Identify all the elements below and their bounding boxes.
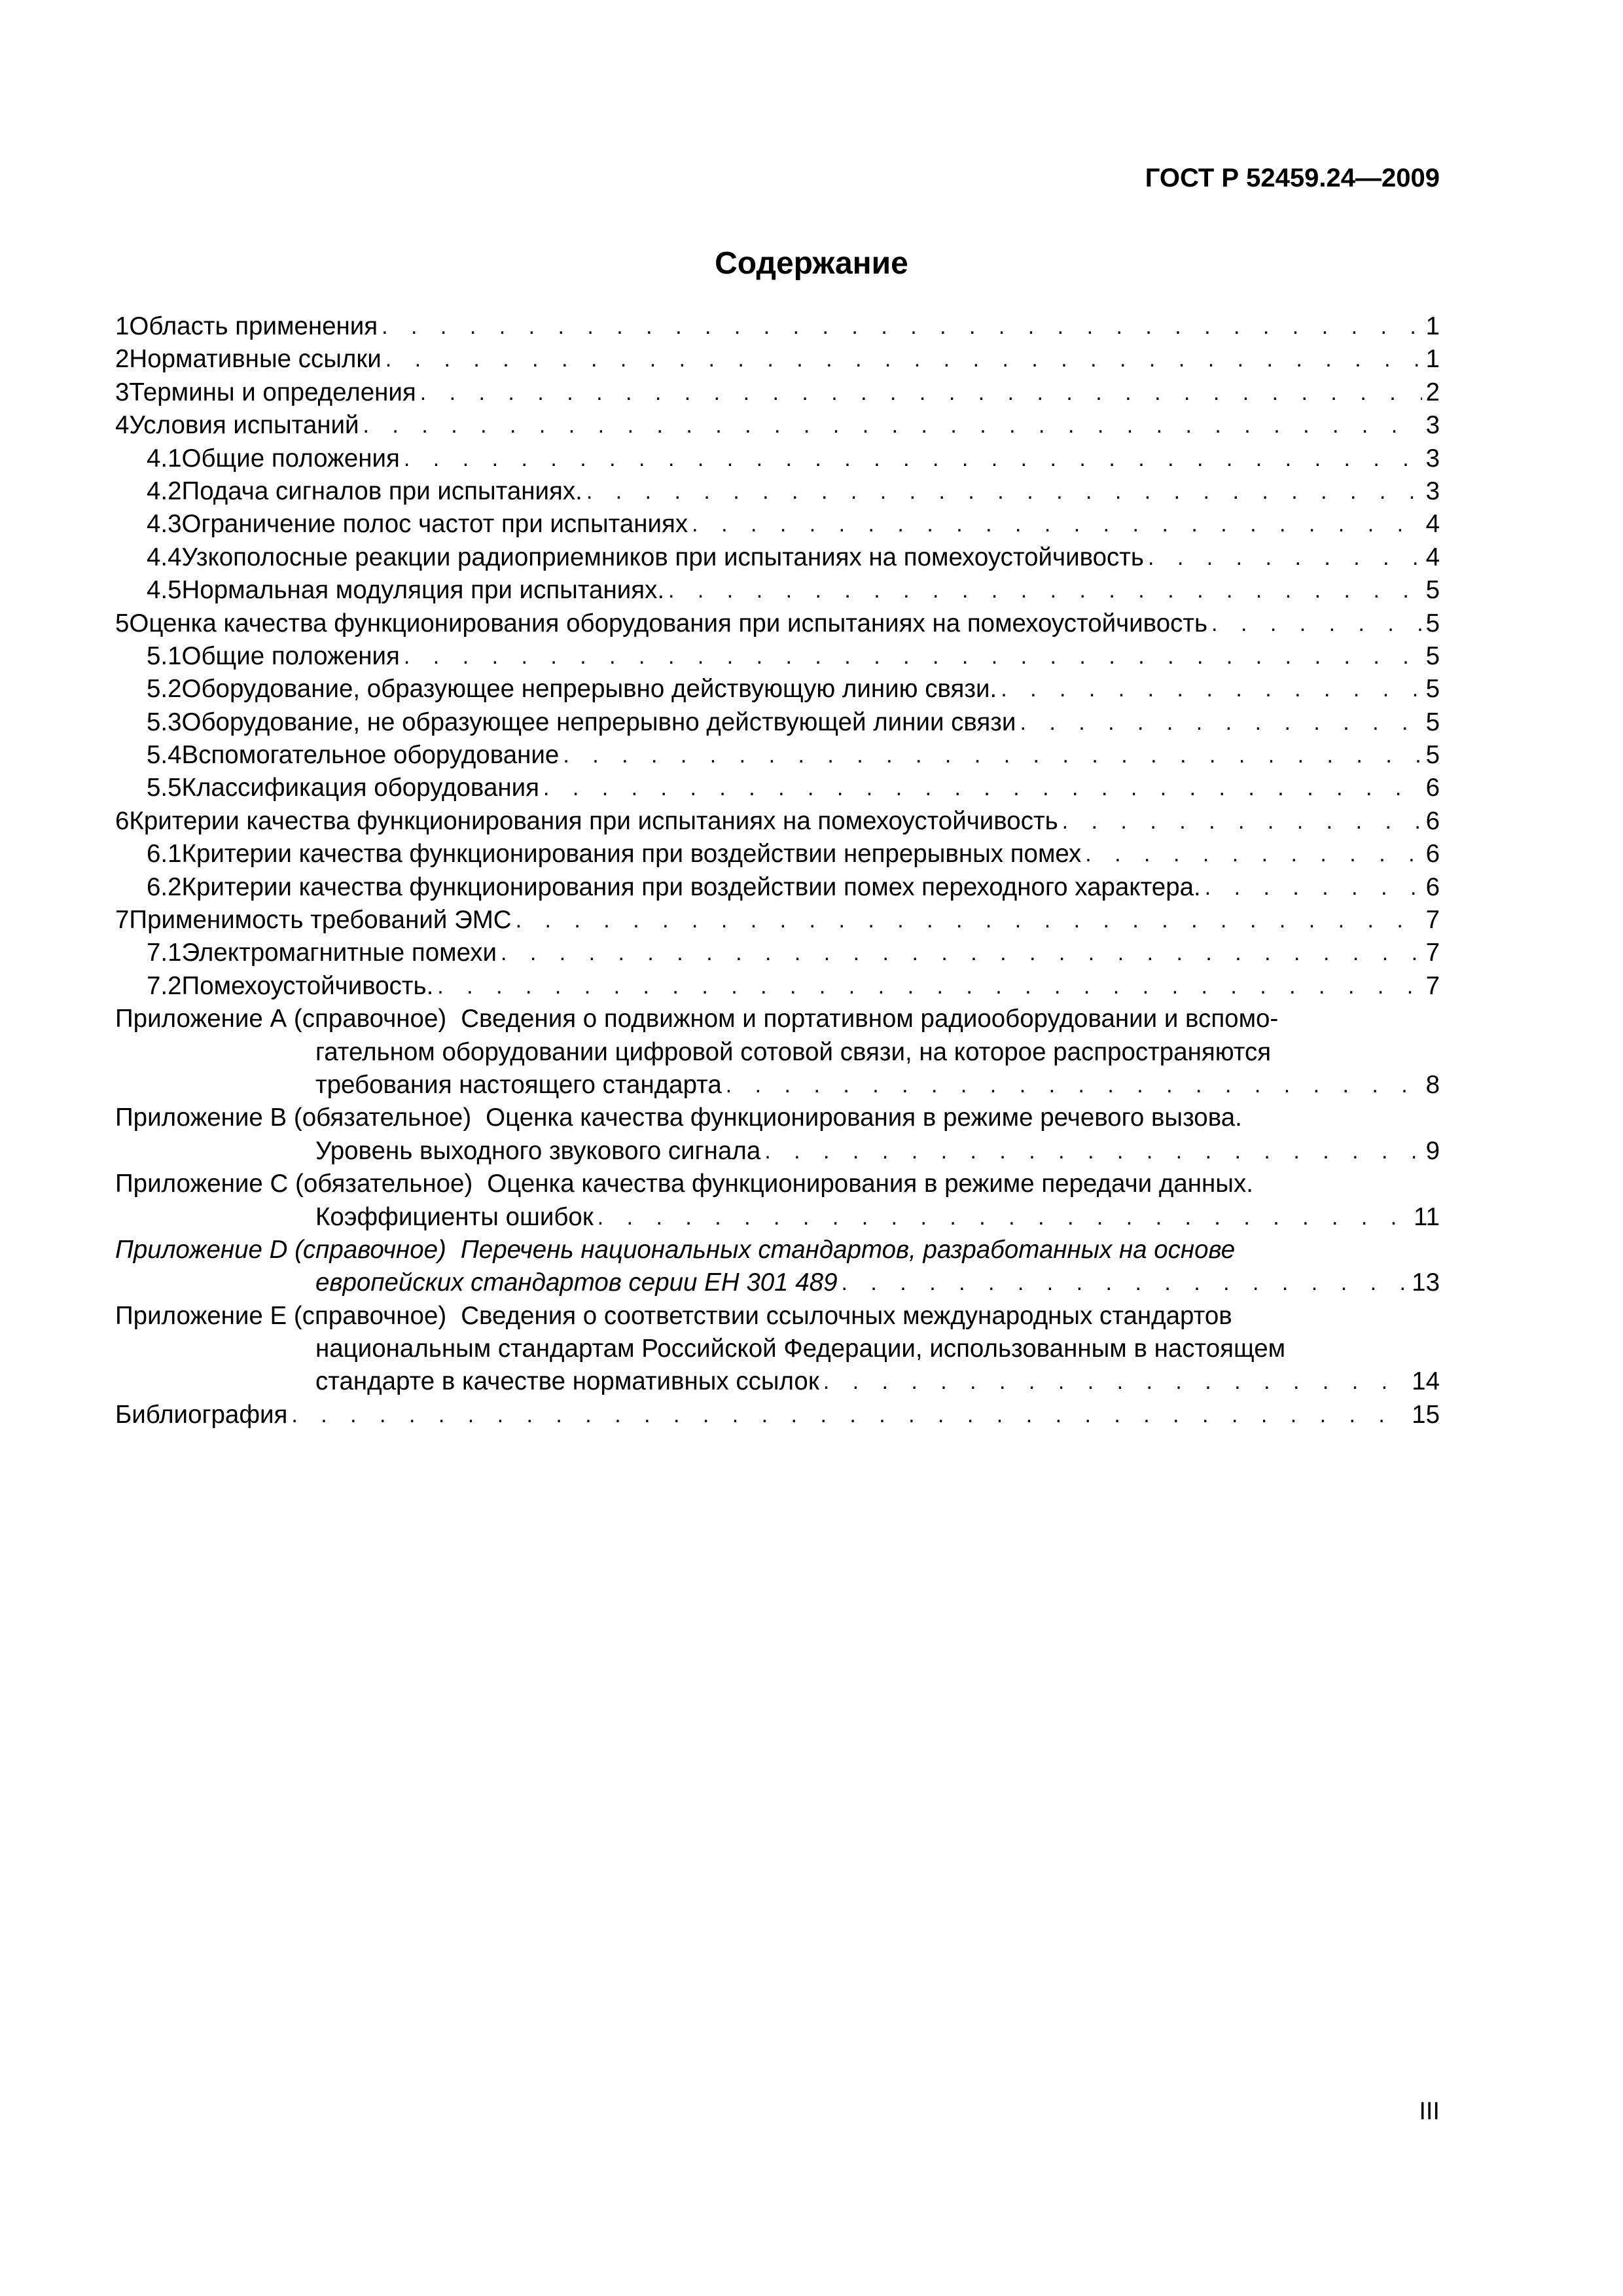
toc-entry[interactable]: 4 Условия испытаний . . . 3 [115,409,1440,442]
appendix-b-continuation: Уровень выходного звукового сигнала . . . 9 [115,1135,1440,1168]
toc-entry[interactable]: 6 Критерии качества функционирования при испытаниях на помехоустойчивость . . . 6 [115,805,1440,838]
toc-entry[interactable]: 2 Нормативные ссылки . . . 1 [115,343,1440,376]
toc-entry[interactable]: 1 Область применения . . . 1 [115,310,1440,343]
toc-entry[interactable]: 5.3 Оборудование, не образующее непрерывно действующей линии связи . . . 5 [115,706,1440,739]
toc-entry[interactable]: 4.3 Ограничение полос частот при испытаниях . . . 4 [115,508,1440,541]
document-id: ГОСТ Р 52459.24—2009 [1145,164,1440,192]
toc-entry[interactable]: 4.1 Общие положения . . . 3 [115,442,1440,475]
toc-entry[interactable]: 4.2 Подача сигналов при испытаниях. . . . 3 [115,475,1440,508]
toc-entry[interactable]: 3 Термины и определения . . . 2 [115,376,1440,409]
toc-entry[interactable]: 6.1 Критерии качества функционирования при воздействии непрерывных помех . . . 6 [115,838,1440,870]
page-title: Содержание [715,246,908,281]
appendix-c-continuation: Коэффициенты ошибок . . . 11 [115,1201,1440,1234]
appendix-d-continuation: европейских стандартов серии ЕН 301 489 . . . 13 [115,1266,1440,1299]
appendix-a-continuation: гательном оборудовании цифровой сотовой связи, на которое распространяются [315,1037,1272,1066]
appendix-a-continuation: требования настоящего стандарта . . . 8 [115,1069,1440,1102]
toc-entry[interactable]: 5.2 Оборудование, образующее непрерывно действующую линию связи. . . . 5 [115,673,1440,706]
appendix-e-continuation: национальным стандартам Российской Федерации, использованным в настоящем [315,1335,1286,1363]
toc-entry[interactable]: 5.4 Вспомогательное оборудование . . . 5 [115,739,1440,772]
toc-entry[interactable]: 7.1 Электромагнитные помехи . . . 7 [115,937,1440,969]
appendix-e-entry[interactable]: Приложение Е (справочное) Сведения о соответствии ссылочных международных стандартов [115,1301,1232,1330]
toc-entry[interactable]: 7 Применимость требований ЭМС . . . 7 [115,904,1440,937]
toc-entry[interactable]: 5.5 Классификация оборудования . . . 6 [115,772,1440,804]
appendix-c-entry[interactable]: Приложение С (обязательное) Оценка качества функционирования в режиме передачи данных. [115,1170,1253,1198]
appendix-e-continuation: стандарте в качестве нормативных ссылок . . . 14 [115,1366,1440,1399]
appendix-b-entry[interactable]: Приложение В (обязательное) Оценка качества функционирования в режиме речевого вызова. [115,1103,1242,1132]
toc-entry[interactable]: 6.2 Критерии качества функционирования при воздействии помех переходного характера. . . . 6 [115,871,1440,904]
appendix-a-entry[interactable]: Приложение А (справочное) Сведения о подвижном и портативном радиооборудовании и вспомо- [115,1005,1279,1033]
table-of-contents [115,310,1440,1431]
toc-entry[interactable]: 5.1 Общие положения . . . 5 [115,640,1440,673]
appendix-d-entry[interactable]: Приложение D (справочное) Перечень национальных стандартов, разработанных на основе [115,1235,1236,1264]
bibliography-entry[interactable]: Библиография . . . 15 [115,1399,1440,1431]
toc-entry[interactable]: 4.5 Нормальная модуляция при испытаниях. . . . 5 [115,574,1440,607]
toc-entry[interactable]: 4.4 Узкополосные реакции радиоприемников при испытаниях на помехоустойчивость . . . 4 [115,541,1440,574]
toc-entry[interactable]: 5 Оценка качества функционирования оборудования при испытаниях на помехоустойчивость . . . 5 [115,607,1440,640]
page-number: III [1419,2098,1440,2125]
toc-entry[interactable]: 7.2 Помехоустойчивость. . . . 7 [115,970,1440,1003]
